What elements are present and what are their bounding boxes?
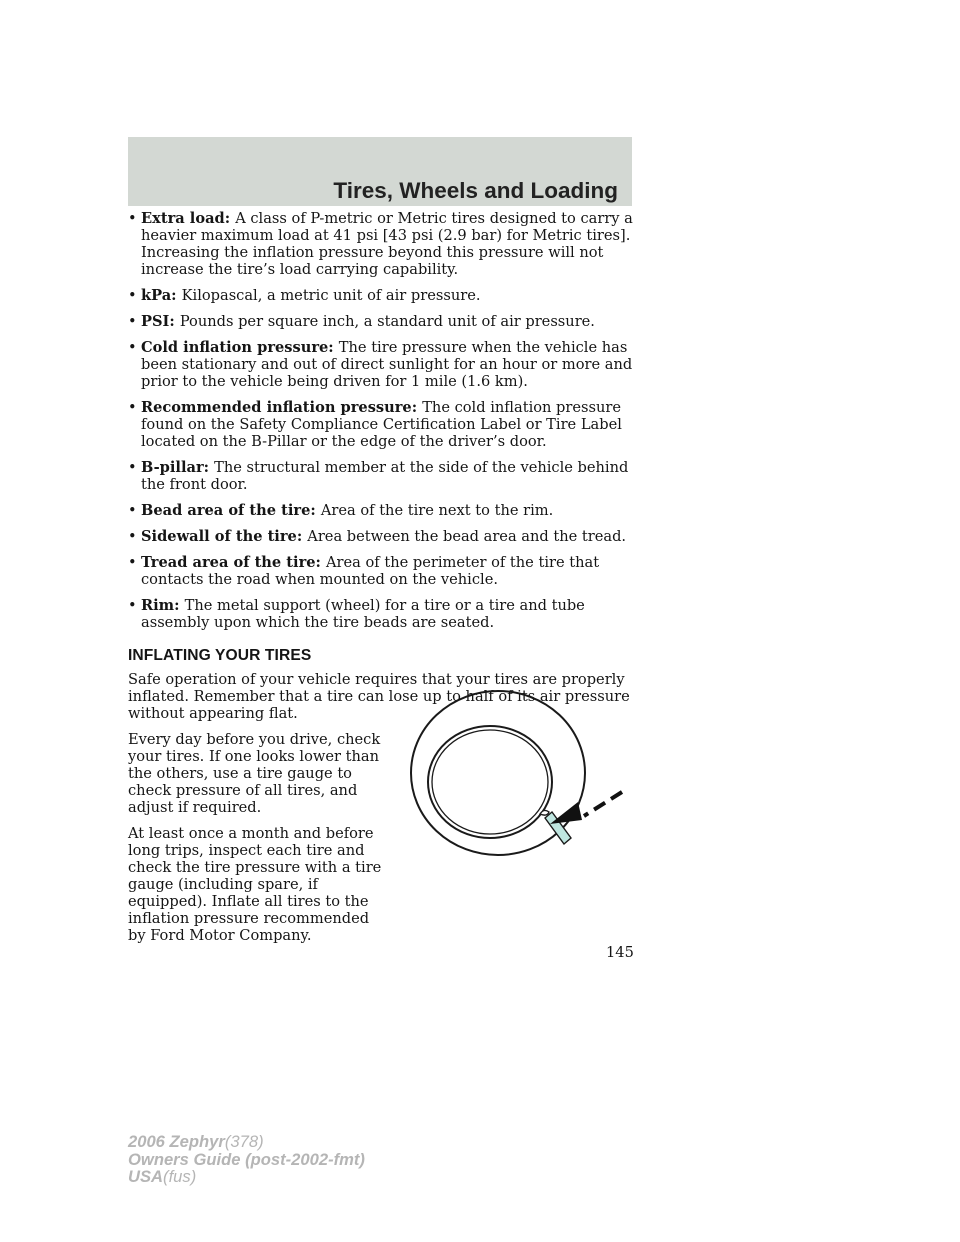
dashed-arrow-icon	[550, 792, 622, 824]
definition-term: Recommended inflation pressure:	[141, 399, 423, 416]
definition-term: Cold inflation pressure:	[141, 339, 339, 356]
tire-gauge-illustration	[406, 668, 638, 860]
definition-text: A class of P-metric or Metric tires designed to carry a heavier maximum load at 41 psi [43 psi (2.9 bar) for Metric tires]. Increasing the inflation pressure beyond this pressure will not increase the tire’s load carrying capability.	[141, 210, 633, 278]
definition-term: Rim:	[141, 597, 185, 614]
footer-model-line	[128, 1133, 365, 1151]
daily-check-paragraph: Every day before you drive, check your tires. If one looks lower than the others, use a tire gauge to check pressure of all tires, and adjust if required.	[128, 731, 381, 816]
definition-text: Area of the tire next to the rim.	[320, 502, 554, 519]
chapter-header	[128, 137, 632, 206]
section-intro: Safe operation of your vehicle requires that your tires are properly inflated. Remember that a tire can lose up to half of its air pressure without appearing flat.	[128, 671, 630, 722]
definition-item	[128, 287, 638, 304]
definition-term: Extra load:	[141, 210, 236, 227]
definition-text: The cold inflation pressure found on the Safety Compliance Certification Label or Tire Label located on the B-Pillar or the edge of the driver’s door.	[141, 399, 622, 450]
bullet-icon: •	[128, 597, 137, 614]
bullet-icon: •	[128, 339, 137, 356]
page-number: 145	[606, 944, 634, 961]
definition-text: Pounds per square inch, a standard unit of air pressure.	[179, 313, 595, 330]
definition-text: Kilopascal, a metric unit of air pressure.	[181, 287, 481, 304]
definition-item	[128, 597, 638, 631]
definition-term: B-pillar:	[141, 459, 215, 476]
definition-item	[128, 313, 638, 330]
chapter-title: Tires, Wheels and Loading	[333, 178, 618, 203]
definition-item	[128, 459, 638, 493]
definition-item	[128, 502, 638, 519]
footer-market-line	[128, 1168, 365, 1186]
definition-item	[128, 528, 638, 545]
bullet-icon: •	[128, 399, 137, 416]
footer-market-code: (fus)	[163, 1167, 197, 1186]
bullet-icon: •	[128, 459, 137, 476]
definition-text: The metal support (wheel) for a tire or a tire and tube assembly upon which the tire beads are seated.	[141, 597, 585, 631]
footer-model-code: (378)	[224, 1132, 264, 1151]
definition-term: Tread area of the tire:	[141, 554, 327, 571]
document-footer	[128, 1133, 365, 1186]
definition-item	[128, 210, 638, 278]
definition-term: PSI:	[141, 313, 180, 330]
bullet-icon: •	[128, 313, 137, 330]
definition-term: Sidewall of the tire:	[141, 528, 308, 545]
definition-text: Area between the bead area and the tread.	[307, 528, 627, 545]
footer-market: USA	[128, 1167, 164, 1186]
definition-text: The tire pressure when the vehicle has been stationary and out of direct sunlight for an hour or more and prior to the vehicle being driven for 1 mile (1.6 km).	[141, 339, 633, 390]
monthly-check-paragraph: At least once a month and before long trips, inspect each tire and check the tire pressure with a tire gauge (including spare, if equipped). Inflate all tires to the inflation pressure recommended by Ford Motor Company.	[128, 825, 382, 944]
definition-item	[128, 554, 638, 588]
footer-model: 2006 Zephyr	[128, 1132, 225, 1151]
footer-guide-line: Owners Guide (post-2002-fmt)	[128, 1149, 365, 1169]
section-heading: INFLATING YOUR TIRES	[128, 647, 312, 664]
bullet-icon: •	[128, 502, 137, 519]
definition-item	[128, 399, 638, 450]
bullet-icon: •	[128, 287, 137, 304]
definition-text: The structural member at the side of the vehicle behind the front door.	[141, 459, 629, 493]
tire-valve-icon	[540, 810, 549, 815]
definition-term: Bead area of the tire:	[141, 502, 321, 519]
definition-text: Area of the perimeter of the tire that contacts the road when mounted on the vehicle.	[141, 554, 600, 588]
definition-list	[128, 210, 638, 631]
bullet-icon: •	[128, 528, 137, 545]
bullet-icon: •	[128, 210, 137, 227]
definition-item	[128, 339, 638, 390]
definition-term: kPa:	[141, 287, 182, 304]
bullet-icon: •	[128, 554, 137, 571]
